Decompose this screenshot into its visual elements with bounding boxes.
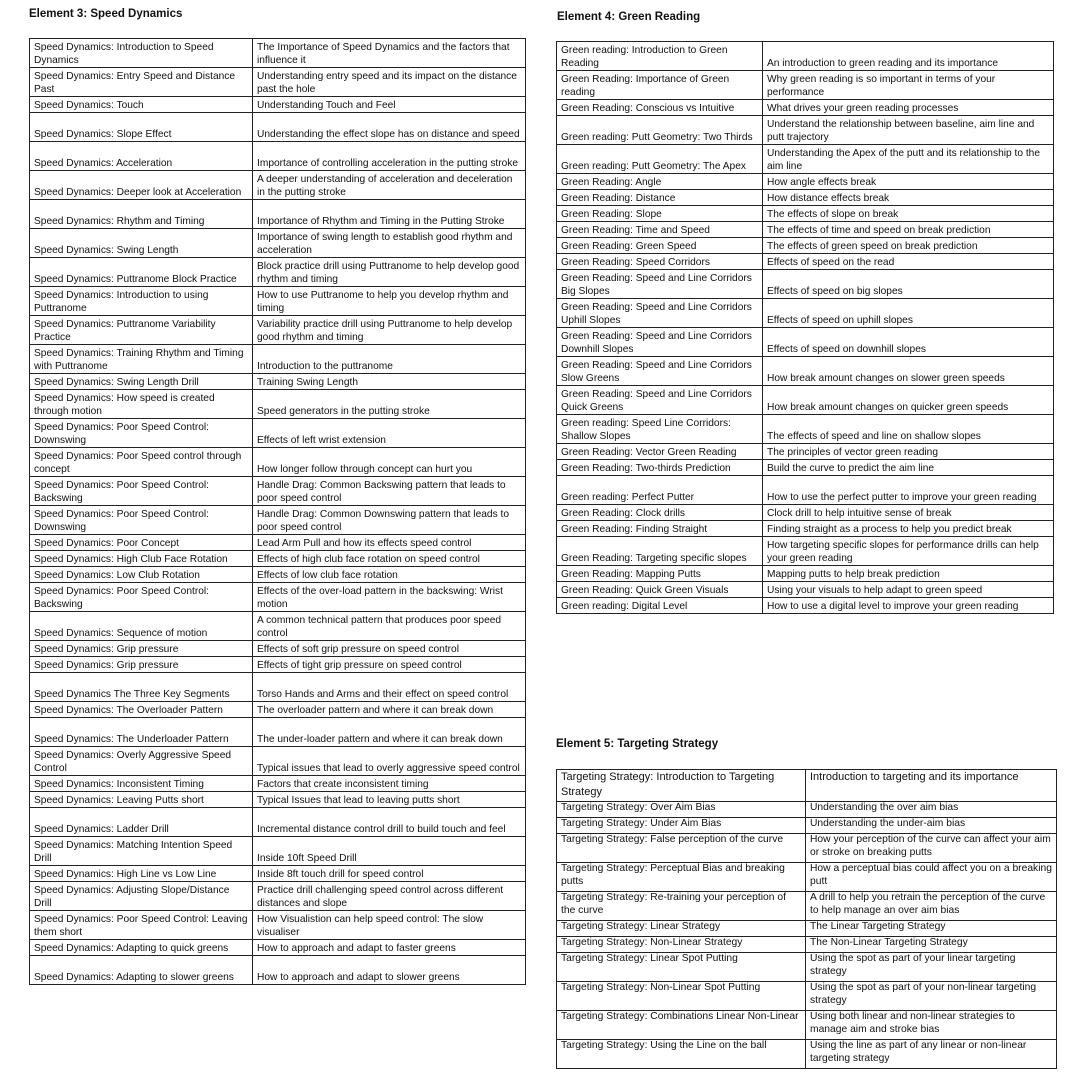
table-row (557, 386, 1054, 415)
description-cell: Torso Hands and Arms and their effect on speed control (253, 673, 526, 702)
description-cell: Practice drill challenging speed control across different distances and slope (253, 882, 526, 911)
description-cell: How angle effects break (763, 174, 1054, 190)
topic-cell: Targeting Strategy: Using the Line on the ball (557, 1040, 806, 1069)
table-row (557, 566, 1054, 582)
topic-cell: Green Reading: Vector Green Reading (557, 444, 763, 460)
topic-cell: Speed Dynamics: Leaving Putts short (30, 792, 253, 808)
description-cell: Understanding entry speed and its impact on the distance past the hole (253, 68, 526, 97)
description-cell: Block practice drill using Puttranome to help develop good rhythm and timing (253, 258, 526, 287)
table-row (557, 1011, 1057, 1040)
table-row (557, 953, 1057, 982)
description-cell: Why green reading is so important in terms of your performance (763, 71, 1054, 100)
topic-cell: Speed Dynamics: Acceleration (30, 142, 253, 171)
topic-cell: Speed Dynamics: Adjusting Slope/Distance Drill (30, 882, 253, 911)
description-cell: How to use Puttranome to help you develop rhythm and timing (253, 287, 526, 316)
topic-cell: Speed Dynamics: How speed is created through motion (30, 390, 253, 419)
table-row (30, 316, 526, 345)
description-cell: The effects of time and speed on break prediction (763, 222, 1054, 238)
topic-cell: Speed Dynamics: Training Rhythm and Timing with Puttranome (30, 345, 253, 374)
description-cell: A common technical pattern that produces poor speed control (253, 612, 526, 641)
description-cell: Understanding the effect slope has on distance and speed (253, 113, 526, 142)
description-cell: Speed generators in the putting stroke (253, 390, 526, 419)
description-cell: Handle Drag: Common Downswing pattern that leads to poor speed control (253, 506, 526, 535)
table-row (30, 911, 526, 940)
topic-cell: Targeting Strategy: Non-Linear Spot Putting (557, 982, 806, 1011)
table-row (30, 718, 526, 747)
table-row (30, 374, 526, 390)
description-cell: What drives your green reading processes (763, 100, 1054, 116)
description-cell: Variability practice drill using Puttranome to help develop good rhythm and timing (253, 316, 526, 345)
table-row (557, 415, 1054, 444)
topic-cell: Green Reading: Time and Speed (557, 222, 763, 238)
table-row (30, 673, 526, 702)
table-row (557, 100, 1054, 116)
topic-cell: Speed Dynamics: Poor Speed Control: Backswing (30, 477, 253, 506)
topic-cell: Green Reading: Speed Corridors (557, 254, 763, 270)
topic-cell: Speed Dynamics: Rhythm and Timing (30, 200, 253, 229)
table-row (557, 598, 1054, 614)
description-cell: Typical issues that lead to overly aggressive speed control (253, 747, 526, 776)
topic-cell: Speed Dynamics: Ladder Drill (30, 808, 253, 837)
table-row (30, 419, 526, 448)
topic-cell: Targeting Strategy: Perceptual Bias and breaking putts (557, 863, 806, 892)
table-row (557, 921, 1057, 937)
topic-cell: Targeting Strategy: Re-training your perception of the curve (557, 892, 806, 921)
description-cell: An introduction to green reading and its importance (763, 42, 1054, 71)
description-cell: Using the spot as part of your non-linear targeting strategy (806, 982, 1057, 1011)
table-row (557, 937, 1057, 953)
description-cell: Introduction to the puttranome (253, 345, 526, 374)
table-row (557, 145, 1054, 174)
description-cell: Understanding the under-aim bias (806, 818, 1057, 834)
table-row (557, 71, 1054, 100)
description-cell: Typical Issues that lead to leaving putts short (253, 792, 526, 808)
table-row (557, 254, 1054, 270)
description-cell: The Linear Targeting Strategy (806, 921, 1057, 937)
topic-cell: Speed Dynamics: Deeper look at Acceleration (30, 171, 253, 200)
topic-cell: Green Reading: Two-thirds Prediction (557, 460, 763, 476)
topic-cell: Green Reading: Importance of Green reading (557, 71, 763, 100)
topic-cell: Green reading: Introduction to Green Reading (557, 42, 763, 71)
topic-cell: Green reading: Putt Geometry: The Apex (557, 145, 763, 174)
description-cell: Handle Drag: Common Backswing pattern that leads to poor speed control (253, 477, 526, 506)
table-row (30, 808, 526, 837)
topic-cell: Speed Dynamics: Poor Speed Control: Downswing (30, 419, 253, 448)
description-cell: How distance effects break (763, 190, 1054, 206)
table-row (30, 837, 526, 866)
topic-cell: Speed Dynamics: Poor Speed control through concept (30, 448, 253, 477)
table-row (30, 612, 526, 641)
topic-cell: Green Reading: Finding Straight (557, 521, 763, 537)
description-cell: Effects of left wrist extension (253, 419, 526, 448)
description-cell: Using your visuals to help adapt to green speed (763, 582, 1054, 598)
topic-cell: Speed Dynamics: Introduction to using Puttranome (30, 287, 253, 316)
table-row (557, 190, 1054, 206)
table-row (30, 567, 526, 583)
description-cell: Build the curve to predict the aim line (763, 460, 1054, 476)
description-cell: The effects of slope on break (763, 206, 1054, 222)
description-cell: Lead Arm Pull and how its effects speed control (253, 535, 526, 551)
topic-cell: Green Reading: Mapping Putts (557, 566, 763, 582)
element-5-heading: Element 5: Targeting Strategy (556, 738, 719, 750)
table-row (30, 551, 526, 567)
description-cell: Effects of the over-load pattern in the backswing: Wrist motion (253, 583, 526, 612)
table-row (557, 328, 1054, 357)
topic-cell: Speed Dynamics: Grip pressure (30, 641, 253, 657)
table-row (30, 657, 526, 673)
description-cell: Incremental distance control drill to build touch and feel (253, 808, 526, 837)
description-cell: Importance of controlling acceleration in the putting stroke (253, 142, 526, 171)
table-row (557, 537, 1054, 566)
table-row (557, 505, 1054, 521)
topic-cell: Green reading: Speed Line Corridors: Shallow Slopes (557, 415, 763, 444)
table-row (30, 747, 526, 776)
table-row (557, 357, 1054, 386)
topic-cell: Speed Dynamics: Low Club Rotation (30, 567, 253, 583)
topic-cell: Green Reading: Speed and Line Corridors Slow Greens (557, 357, 763, 386)
description-cell: How your perception of the curve can affect your aim or stroke on breaking putts (806, 834, 1057, 863)
table-row (30, 258, 526, 287)
description-cell: The under-loader pattern and where it can break down (253, 718, 526, 747)
topic-cell: Green Reading: Speed and Line Corridors Big Slopes (557, 270, 763, 299)
description-cell: How targeting specific slopes for performance drills can help your green reading (763, 537, 1054, 566)
topic-cell: Green Reading: Conscious vs Intuitive (557, 100, 763, 116)
topic-cell: Green Reading: Quick Green Visuals (557, 582, 763, 598)
speed-dynamics-table (29, 38, 526, 985)
table-row (30, 229, 526, 258)
description-cell: How to approach and adapt to slower greens (253, 956, 526, 985)
element-4-heading: Element 4: Green Reading (557, 11, 701, 23)
description-cell: Using both linear and non-linear strategies to manage aim and stroke bias (806, 1011, 1057, 1040)
description-cell: Importance of Rhythm and Timing in the Putting Stroke (253, 200, 526, 229)
table-row (557, 770, 1057, 802)
description-cell: Mapping putts to help break prediction (763, 566, 1054, 582)
table-row (30, 940, 526, 956)
description-cell: Understand the relationship between baseline, aim line and putt trajectory (763, 116, 1054, 145)
description-cell: Inside 10ft Speed Drill (253, 837, 526, 866)
table-row (557, 834, 1057, 863)
topic-cell: Green reading: Putt Geometry: Two Thirds (557, 116, 763, 145)
table-row (557, 863, 1057, 892)
topic-cell: Speed Dynamics: High Line vs Low Line (30, 866, 253, 882)
topic-cell: Speed Dynamics The Three Key Segments (30, 673, 253, 702)
table-row (30, 345, 526, 374)
table-row (557, 174, 1054, 190)
description-cell: Clock drill to help intuitive sense of break (763, 505, 1054, 521)
topic-cell: Speed Dynamics: Adapting to slower greens (30, 956, 253, 985)
topic-cell: Speed Dynamics: Slope Effect (30, 113, 253, 142)
table-row (557, 982, 1057, 1011)
topic-cell: Speed Dynamics: Sequence of motion (30, 612, 253, 641)
description-cell: Using the line as part of any linear or non-linear targeting strategy (806, 1040, 1057, 1069)
table-row (30, 882, 526, 911)
topic-cell: Speed Dynamics: Swing Length Drill (30, 374, 253, 390)
table-row (30, 390, 526, 419)
topic-cell: Green Reading: Distance (557, 190, 763, 206)
description-cell: Effects of soft grip pressure on speed control (253, 641, 526, 657)
description-cell: Effects of speed on big slopes (763, 270, 1054, 299)
topic-cell: Speed Dynamics: Inconsistent Timing (30, 776, 253, 792)
topic-cell: Speed Dynamics: Poor Speed Control: Downswing (30, 506, 253, 535)
topic-cell: Speed Dynamics: Poor Speed Control: Leaving them short (30, 911, 253, 940)
description-cell: How break amount changes on quicker green speeds (763, 386, 1054, 415)
topic-cell: Green Reading: Targeting specific slopes (557, 537, 763, 566)
green-reading-table (556, 41, 1054, 614)
topic-cell: Speed Dynamics: Overly Aggressive Speed Control (30, 747, 253, 776)
topic-cell: Speed Dynamics: Puttranome Variability Practice (30, 316, 253, 345)
description-cell: How break amount changes on slower green speeds (763, 357, 1054, 386)
description-cell: Using the spot as part of your linear targeting strategy (806, 953, 1057, 982)
topic-cell: Green Reading: Green Speed (557, 238, 763, 254)
table-row (30, 866, 526, 882)
description-cell: How a perceptual bias could affect you on a breaking putt (806, 863, 1057, 892)
table-row (557, 238, 1054, 254)
description-cell: Inside 8ft touch drill for speed control (253, 866, 526, 882)
description-cell: How to approach and adapt to faster greens (253, 940, 526, 956)
description-cell: Effects of high club face rotation on speed control (253, 551, 526, 567)
table-row (557, 818, 1057, 834)
description-cell: The effects of green speed on break prediction (763, 238, 1054, 254)
description-cell: How to use a digital level to improve your green reading (763, 598, 1054, 614)
table-row (30, 97, 526, 113)
table-row (30, 776, 526, 792)
table-row (557, 42, 1054, 71)
description-cell: How Visualistion can help speed control: The slow visualiser (253, 911, 526, 940)
topic-cell: Green Reading: Speed and Line Corridors Uphill Slopes (557, 299, 763, 328)
table-row (557, 299, 1054, 328)
topic-cell: Targeting Strategy: Introduction to Targeting Strategy (557, 770, 806, 802)
description-cell: Training Swing Length (253, 374, 526, 390)
topic-cell: Speed Dynamics: Adapting to quick greens (30, 940, 253, 956)
topic-cell: Speed Dynamics: Puttranome Block Practice (30, 258, 253, 287)
description-cell: Understanding Touch and Feel (253, 97, 526, 113)
table-row (30, 287, 526, 316)
topic-cell: Speed Dynamics: Poor Speed Control: Backswing (30, 583, 253, 612)
table-row (557, 444, 1054, 460)
topic-cell: Speed Dynamics: Grip pressure (30, 657, 253, 673)
description-cell: Effects of speed on the read (763, 254, 1054, 270)
table-row (30, 535, 526, 551)
description-cell: How longer follow through concept can hurt you (253, 448, 526, 477)
topic-cell: Targeting Strategy: Over Aim Bias (557, 802, 806, 818)
topic-cell: Targeting Strategy: Non-Linear Strategy (557, 937, 806, 953)
table-row (30, 200, 526, 229)
table-row (557, 206, 1054, 222)
table-row (30, 68, 526, 97)
description-cell: How to use the perfect putter to improve your green reading (763, 476, 1054, 505)
table-row (557, 582, 1054, 598)
topic-cell: Targeting Strategy: Combinations Linear Non-Linear (557, 1011, 806, 1040)
table-row (30, 448, 526, 477)
table-row (30, 477, 526, 506)
topic-cell: Speed Dynamics: Swing Length (30, 229, 253, 258)
topic-cell: Speed Dynamics: The Overloader Pattern (30, 702, 253, 718)
table-row (30, 702, 526, 718)
description-cell: Importance of swing length to establish good rhythm and acceleration (253, 229, 526, 258)
description-cell: Effects of low club face rotation (253, 567, 526, 583)
topic-cell: Speed Dynamics: Matching Intention Speed Drill (30, 837, 253, 866)
description-cell: The overloader pattern and where it can break down (253, 702, 526, 718)
table-row (557, 476, 1054, 505)
table-row (30, 583, 526, 612)
table-row (557, 460, 1054, 476)
topic-cell: Green Reading: Slope (557, 206, 763, 222)
topic-cell: Green Reading: Speed and Line Corridors Downhill Slopes (557, 328, 763, 357)
description-cell: The Non-Linear Targeting Strategy (806, 937, 1057, 953)
table-row (557, 521, 1054, 537)
description-cell: Effects of speed on downhill slopes (763, 328, 1054, 357)
topic-cell: Speed Dynamics: Introduction to Speed Dynamics (30, 39, 253, 68)
table-row (557, 1040, 1057, 1069)
topic-cell: Speed Dynamics: The Underloader Pattern (30, 718, 253, 747)
description-cell: Understanding the Apex of the putt and its relationship to the aim line (763, 145, 1054, 174)
topic-cell: Speed Dynamics: High Club Face Rotation (30, 551, 253, 567)
description-cell: The Importance of Speed Dynamics and the factors that influence it (253, 39, 526, 68)
topic-cell: Green Reading: Speed and Line Corridors Quick Greens (557, 386, 763, 415)
targeting-strategy-table (556, 769, 1057, 1069)
table-row (557, 802, 1057, 818)
table-row (30, 506, 526, 535)
table-row (557, 270, 1054, 299)
topic-cell: Speed Dynamics: Touch (30, 97, 253, 113)
element-3-heading: Element 3: Speed Dynamics (29, 8, 183, 20)
topic-cell: Targeting Strategy: Under Aim Bias (557, 818, 806, 834)
description-cell: Effects of speed on uphill slopes (763, 299, 1054, 328)
table-row (30, 792, 526, 808)
description-cell: Introduction to targeting and its importance (806, 770, 1057, 802)
topic-cell: Green reading: Perfect Putter (557, 476, 763, 505)
description-cell: Factors that create inconsistent timing (253, 776, 526, 792)
description-cell: A drill to help you retrain the perception of the curve to help manage an over aim bias (806, 892, 1057, 921)
table-row (30, 641, 526, 657)
description-cell: The effects of speed and line on shallow slopes (763, 415, 1054, 444)
table-row (30, 142, 526, 171)
table-row (30, 956, 526, 985)
description-cell: Understanding the over aim bias (806, 802, 1057, 818)
topic-cell: Green Reading: Clock drills (557, 505, 763, 521)
topic-cell: Targeting Strategy: False perception of the curve (557, 834, 806, 863)
topic-cell: Targeting Strategy: Linear Strategy (557, 921, 806, 937)
topic-cell: Green reading: Digital Level (557, 598, 763, 614)
table-row (557, 222, 1054, 238)
topic-cell: Targeting Strategy: Linear Spot Putting (557, 953, 806, 982)
description-cell: A deeper understanding of acceleration and deceleration in the putting stroke (253, 171, 526, 200)
topic-cell: Green Reading: Angle (557, 174, 763, 190)
table-row (557, 892, 1057, 921)
table-row (30, 39, 526, 68)
description-cell: Effects of tight grip pressure on speed control (253, 657, 526, 673)
topic-cell: Speed Dynamics: Poor Concept (30, 535, 253, 551)
description-cell: The principles of vector green reading (763, 444, 1054, 460)
table-row (30, 113, 526, 142)
table-row (557, 116, 1054, 145)
table-row (30, 171, 526, 200)
topic-cell: Speed Dynamics: Entry Speed and Distance Past (30, 68, 253, 97)
description-cell: Finding straight as a process to help you predict break (763, 521, 1054, 537)
